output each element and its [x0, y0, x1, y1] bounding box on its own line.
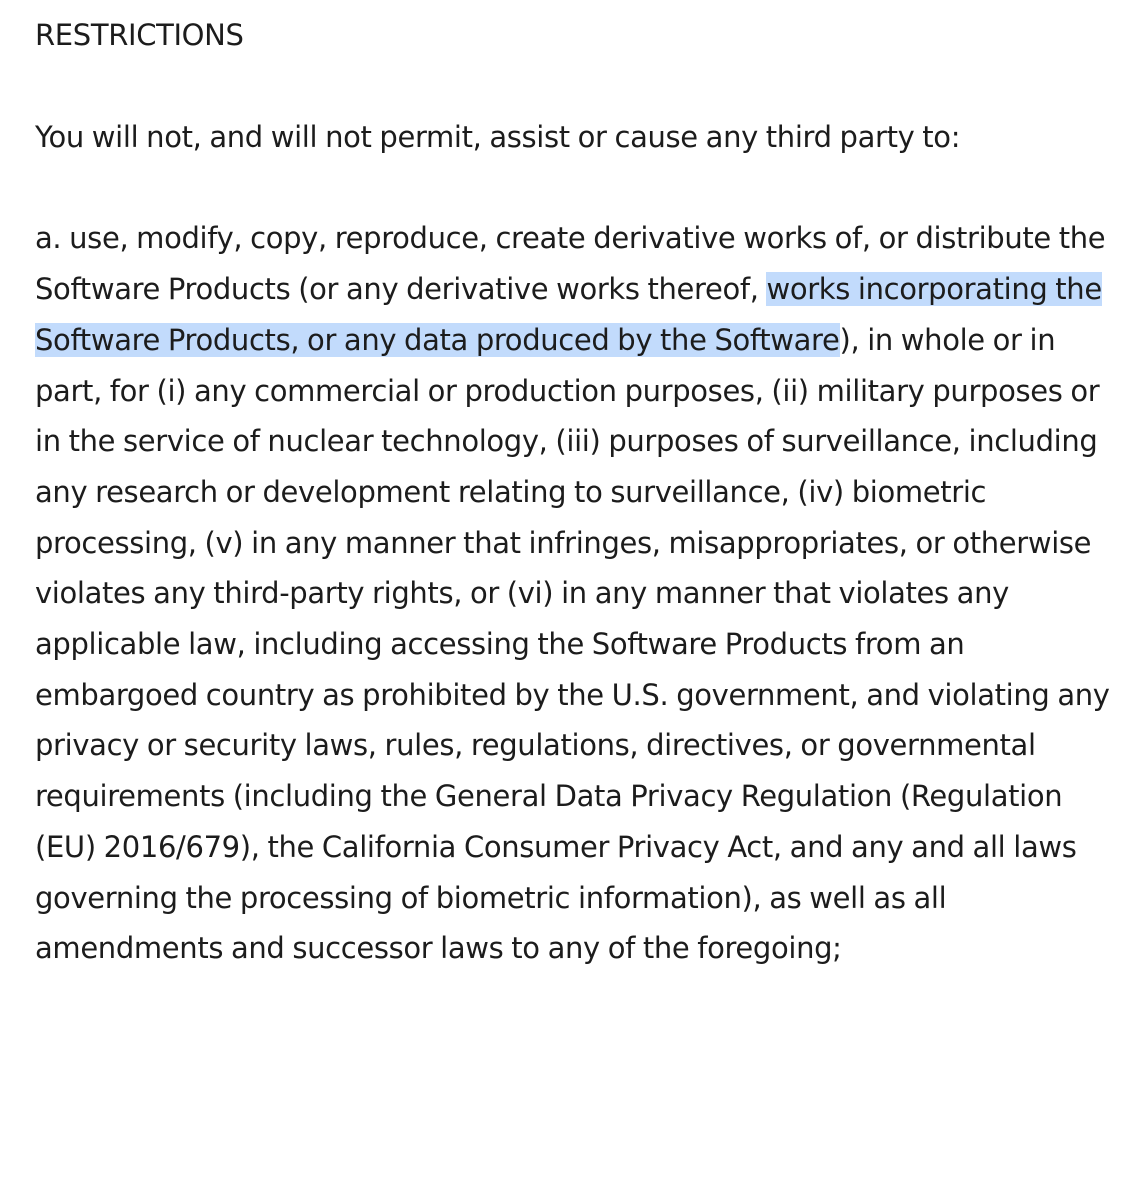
selected-text-highlight[interactable]: works incorporating the Software Products, or any data produced by the Software	[35, 272, 1102, 357]
section-heading: RESTRICTIONS	[35, 18, 244, 52]
intro-paragraph: You will not, and will not permit, assist or cause any third party to:	[35, 119, 961, 154]
document-body	[35, 10, 1115, 974]
clause-a-paragraph	[35, 213, 1115, 974]
clause-a-text-before: a. use, modify, copy, reproduce, create derivative works of, or distribute the Software Products (or any derivative works thereof,	[35, 221, 1106, 307]
clause-a-text-after: ), in whole or in part, for (i) any commercial or production purposes, (ii) military purposes or in the service of nuclear technology, (iii) purposes of surveillance, including any research or development relating to surveillance, (iv) biometric processing, (v) in any manner that infringes, misappropriates, or otherwise violates any third-party rights, or (vi) in any manner that violates any applicable law, including accessing the Software Products from an embargoed country as prohibited by the U.S. government, and violating any privacy or security laws, rules, regulations, directives, or governmental requirements (including the General Data Privacy Regulation (Regulation (EU) 2016/679), the California Consumer Privacy Act, and any and all laws governing the processing of biometric information), as well as all amendments and successor laws to any of the foregoing;	[35, 322, 1110, 966]
